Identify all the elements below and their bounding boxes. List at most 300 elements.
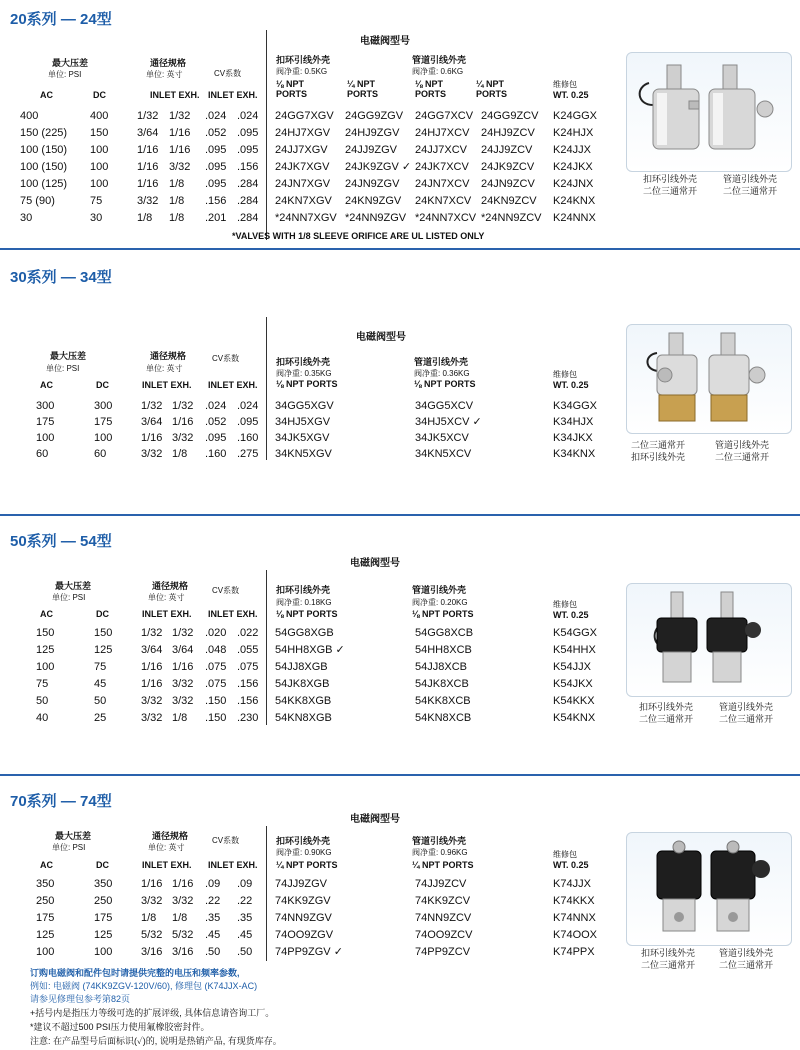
table-cell: 1/16 [141,432,163,444]
table-cell: *24NN9ZGV [345,212,407,224]
table-cell: 100 (150) [20,144,68,156]
caption: 二位三通常开 [714,452,769,462]
table-cell: 54KN8XCB [415,712,472,724]
table-cell: 250 [94,895,113,907]
table-cell: 24JJ7XGV [275,144,328,156]
valve-image [657,841,770,931]
clip-housing-header: 扣环引线外壳 [276,55,331,65]
table-cell: 74KK9ZGV [275,895,331,907]
max-pressure-label: 最大压差 [55,831,92,841]
table-cell: .095 [237,416,259,428]
table-cell: 24JK7XCV [415,161,469,173]
table-cell: 400 [20,110,39,122]
table-cell: 24JN9ZCV [481,178,535,190]
table-cell: *24NN9ZCV [481,212,542,224]
table-cell: .075 [237,661,259,673]
group-header: 电磁阀型号 [350,814,400,825]
table-cell: 3/32 [141,712,163,724]
table-cell: 24JJ7XCV [415,144,467,156]
table-cell: K54JKX [553,678,593,690]
unit-inch-label: 单位: 英寸 [146,364,183,373]
table-cell: .052 [205,127,227,139]
table-cell: 400 [90,110,109,122]
cv-label: CV系数 [214,69,242,78]
table-cell: .35 [205,912,221,924]
table-cell: K34JKX [553,432,593,444]
table-cell: 350 [36,878,55,890]
table-cell: 34JK5XGV [275,432,330,444]
table-cell: 34GG5XGV [275,400,334,412]
caption: 扣环引线外壳 [630,452,685,462]
table-cell: 3/64 [172,644,194,656]
table-cell: .156 [237,695,259,707]
table-cell: 75 [36,678,49,690]
table-cell: K74OOX [553,929,598,941]
table-cell: 1/16 [137,178,159,190]
caption: 扣环引线外壳 [640,948,695,958]
group-header: 电磁阀型号 [350,558,400,569]
caption: 二位三通常开 [630,440,685,450]
clip-weight: 阀净重: 0.5KG [276,67,328,76]
cv-label: CV系数 [212,836,240,845]
table-cell: 34GG5XCV [415,400,474,412]
table-cell: 300 [94,400,113,412]
table-cell: .095 [205,161,227,173]
pipe-weight: 阀净重: 0.96KG [412,848,468,857]
npt-label: ⅛ NPT PORTS [414,379,476,389]
table-cell: 24JN7XCV [415,178,470,190]
col-cv-inlet-exh: INLET EXH. [208,380,258,390]
npt-label: ¼ NPT [476,79,505,89]
unit-psi-label: 单位: PSI [48,70,82,79]
table-cell: 54KK8XGB [275,695,332,707]
unit-psi-label: 单位: PSI [52,843,86,852]
order-example: 例如: 电磁阀 (74KK9ZGV-120V/60), 修理包 (K74JJX-AC) [30,981,258,991]
table-cell: 350 [94,878,113,890]
table-cell: .024 [237,400,259,412]
table-cell: 54JJ8XCB [415,661,467,673]
table-cell: .150 [205,712,227,724]
table-cell: 54JK8XCB [415,678,469,690]
pipe-housing-header: 管道引线外壳 [414,357,469,367]
table-cell: 24GG9ZGV [345,110,404,122]
col-dc: DC [96,380,109,390]
table-cell: 50 [94,695,107,707]
table-cell: .095 [237,144,259,156]
table-cell: 1/16 [169,127,191,139]
caption: 管道引线外壳 [714,440,769,450]
col-ac: AC [40,90,53,100]
col-ac: AC [40,860,53,870]
table-cell: 1/8 [137,212,153,224]
clip-housing-header: 扣环引线外壳 [276,836,331,846]
table-cell: 74PP9ZGV ✓ [275,946,343,958]
product-photo-30 [626,324,792,434]
npt-label: ¼ NPT [347,79,376,89]
section-divider [0,774,800,776]
table-cell: 24KN7XGV [275,195,332,207]
table-cell: .095 [205,432,227,444]
table-cell: .024 [205,400,227,412]
table-cell: 100 [36,432,55,444]
table-cell: 75 [90,195,103,207]
kit-reference: 请参见修理包参考第82页 [30,994,131,1004]
table-cell: 24GG7XCV [415,110,474,122]
kit-label: 维修包 [553,80,577,89]
table-cell: 74JJ9ZGV [275,878,327,890]
table-cell: 1/16 [141,661,163,673]
table-cell: 100 (125) [20,178,68,190]
caption: 二位三通常开 [642,186,697,196]
table-cell: .156 [237,161,259,173]
section-50-title: 50系列 — 54型 [10,533,112,550]
table-cell: 100 [94,946,113,958]
table-cell: 25 [94,712,107,724]
table-cell: 1/16 [172,416,194,428]
table-cell: K54KKX [553,695,595,707]
table-cell: 1/8 [169,212,185,224]
section-divider [0,248,800,250]
table-cell: 3/32 [172,695,194,707]
max-pressure-label: 最大压差 [55,581,92,591]
pipe-weight: 阀净重: 0.36KG [414,369,470,378]
col-dc: DC [96,609,109,619]
section-20-title: 20系列 — 24型 [10,11,112,28]
table-cell: 24JN9ZGV [345,178,400,190]
npt-label: ⅛ NPT PORTS [276,379,338,389]
unit-psi-label: 单位: PSI [52,593,86,602]
caption: 二位三通常开 [640,960,695,970]
table-cell: 100 [90,178,109,190]
kit-weight: WT. 0.25 [553,860,589,870]
table-cell: 125 [94,929,113,941]
table-cell: K54HHX [553,644,596,656]
table-cell: K74JJX [553,878,591,890]
table-cell: 100 [90,161,109,173]
orifice-label: 通径规格 [150,58,187,68]
table-cell: 1/32 [141,400,163,412]
table-cell: 175 [36,912,55,924]
table-cell: 50 [36,695,49,707]
table-cell: 24JK7XGV [275,161,330,173]
kit-weight: WT. 0.25 [553,90,589,100]
table-cell: .024 [237,110,259,122]
table-cell: 74NN9ZGV [275,912,332,924]
table-cell: K74NNX [553,912,596,924]
table-cell: .048 [205,644,227,656]
cv-label: CV系数 [212,586,240,595]
table-cell: 100 [90,144,109,156]
table-cell: 54GG8XCB [415,627,474,639]
unit-inch-label: 单位: 英寸 [146,70,183,79]
table-cell: 1/32 [169,110,191,122]
unit-inch-label: 单位: 英寸 [148,843,185,852]
col-inlet-exh: INLET EXH. [142,380,192,390]
table-cell: 54KK8XCB [415,695,471,707]
table-cell: 54JJ8XGB [275,661,328,673]
table-cell: 34HJ5XGV [275,416,331,428]
table-cell: 125 [36,644,55,656]
table-cell: 24GG7XGV [275,110,334,122]
section-70-title: 70系列 — 74型 [10,793,112,810]
table-cell: K74PPX [553,946,595,958]
table-cell: .35 [237,912,253,924]
col-inlet-exh: INLET EXH. [150,90,200,100]
pipe-weight: 阀净重: 0.20KG [412,598,468,607]
npt-label: ¼ NPT PORTS [412,860,474,870]
unit-inch-label: 单位: 英寸 [148,593,185,602]
caption: 二位三通常开 [722,186,777,196]
col-dc: DC [93,90,106,100]
table-cell: .09 [205,878,221,890]
table-cell: .055 [237,644,259,656]
table-cell: 24JK9ZGV ✓ [345,161,412,173]
table-cell: 1/8 [169,178,185,190]
table-cell: 34JK5XCV [415,432,469,444]
table-cell: K24JJX [553,144,591,156]
table-cell: .50 [205,946,221,958]
kit-label: 维修包 [553,850,577,859]
caption: 二位三通常开 [718,960,773,970]
kit-label: 维修包 [553,600,577,609]
table-cell: 1/8 [172,712,188,724]
table-cell: .45 [205,929,221,941]
table-cell: .075 [205,661,227,673]
table-cell: 54HH8XCB [415,644,472,656]
caption: 管道引线外壳 [718,702,773,712]
product-photo-70 [626,832,792,946]
table-cell: .45 [237,929,253,941]
table-cell: 24KN9ZCV [481,195,537,207]
table-cell: 1/16 [141,878,163,890]
table-cell: 24KN7XCV [415,195,472,207]
table-cell: 150 [36,627,55,639]
table-cell: 300 [36,400,55,412]
clip-housing-header: 扣环引线外壳 [276,357,331,367]
table-cell: 34KN5XCV [415,448,472,460]
table-cell: .284 [237,212,259,224]
table-cell: 175 [94,416,113,428]
table-cell: 3/32 [172,895,194,907]
pipe-housing-header: 管道引线外壳 [412,55,467,65]
product-photo-50 [626,583,792,697]
table-cell: 40 [36,712,49,724]
npt-label: PORTS [276,89,308,99]
table-cell: *24NN7XGV [275,212,337,224]
table-cell: .075 [205,678,227,690]
table-cell: K54KNX [553,712,596,724]
table-cell: 74KK9ZCV [415,895,471,907]
kit-weight: WT. 0.25 [553,380,589,390]
table-cell: 60 [94,448,107,460]
group-header: 电磁阀型号 [360,36,410,47]
caption: 二位三通常开 [718,714,773,724]
table-cell: .095 [205,144,227,156]
table-cell: *24NN7XCV [415,212,477,224]
table-cell: 24HJ7XGV [275,127,331,139]
table-cell: 3/32 [137,195,159,207]
pipe-weight: 阀净重: 0.6KG [412,67,464,76]
table-cell: 74PP9ZCV [415,946,471,958]
clip-weight: 阀净重: 0.35KG [276,369,332,378]
table-cell: 24KN9ZGV [345,195,402,207]
col-ac: AC [40,609,53,619]
table-cell: 24HJ9ZGV [345,127,400,139]
table-cell: 250 [36,895,55,907]
table-cell: .160 [237,432,259,444]
caption: 二位三通常开 [638,714,693,724]
table-cell: 24JK9ZCV [481,161,535,173]
table-cell: .024 [205,110,227,122]
table-cell: .156 [205,195,227,207]
npt-label: ¼ NPT PORTS [276,860,338,870]
table-cell: K24GGX [553,110,598,122]
table-cell: .156 [237,678,259,690]
column-divider [266,317,267,460]
table-cell: 1/16 [172,878,194,890]
table-cell: K54GGX [553,627,598,639]
table-cell: 100 (150) [20,161,68,173]
table-cell: 24HJ9ZCV [481,127,535,139]
table-cell: 3/16 [141,946,163,958]
table-cell: 74NN9ZCV [415,912,472,924]
table-cell: 3/32 [141,448,163,460]
table-cell: .095 [205,178,227,190]
caption: 管道引线外壳 [722,174,777,184]
table-cell: 1/16 [137,144,159,156]
table-cell: 24JJ9ZGV [345,144,397,156]
table-cell: 74JJ9ZCV [415,878,467,890]
table-cell: 3/64 [137,127,159,139]
table-cell: 1/16 [169,144,191,156]
table-cell: 1/32 [137,110,159,122]
table-cell: 125 [94,644,113,656]
table-cell: 1/16 [137,161,159,173]
table-cell: 100 [36,946,55,958]
table-cell: K54JJX [553,661,591,673]
npt-label: PORTS [476,89,508,99]
kit-label: 维修包 [553,370,577,379]
col-inlet-exh: INLET EXH. [142,609,192,619]
table-cell: 74OO9ZCV [415,929,473,941]
col-cv-inlet-exh: INLET EXH. [208,860,258,870]
table-cell: K24JNX [553,178,594,190]
section-30-title: 30系列 — 34型 [10,269,112,286]
table-cell: 54KN8XGB [275,712,332,724]
npt-label: ⅛ NPT [415,79,444,89]
stock-note: 注意: 在产品型号后面标识(✓)的, 说明是热销产品, 有现货库存。 [30,1036,282,1046]
table-cell: 3/32 [172,432,194,444]
group-header: 电磁阀型号 [356,332,406,343]
max-pressure-label: 最大压差 [52,58,89,68]
table-cell: .160 [205,448,227,460]
table-cell: 150 [90,127,109,139]
clip-housing-header: 扣环引线外壳 [276,585,331,595]
table-cell: 3/32 [172,678,194,690]
table-cell: K24JKX [553,161,593,173]
table-cell: .230 [237,712,259,724]
table-cell: 3/32 [141,695,163,707]
table-cell: .275 [237,448,259,460]
table-cell: 150 (225) [20,127,68,139]
table-cell: 1/32 [172,627,194,639]
npt-label: ⅛ NPT [276,79,305,89]
orifice-label: 通径规格 [150,351,187,361]
table-cell: 125 [36,929,55,941]
clip-weight: 阀净重: 0.18KG [276,598,332,607]
table-cell: 54GG8XGB [275,627,334,639]
table-cell: .020 [205,627,227,639]
table-cell: 34KN5XGV [275,448,332,460]
caption: 管道引线外壳 [718,948,773,958]
orifice-label: 通径规格 [152,581,189,591]
table-cell: 24GG9ZCV [481,110,539,122]
table-cell: 1/8 [172,448,188,460]
table-cell: 60 [36,448,49,460]
table-cell: 30 [20,212,33,224]
valve-image [640,65,773,149]
rating-note: +括号内是指压力等级可选的扩展评级, 具体信息请咨询工厂。 [30,1008,275,1018]
table-cell: .22 [237,895,253,907]
col-ac: AC [40,380,53,390]
table-cell: .022 [237,627,259,639]
table-cell: K74KKX [553,895,595,907]
table-cell: K24NNX [553,212,596,224]
table-cell: 3/32 [141,895,163,907]
clip-weight: 阀净重: 0.90KG [276,848,332,857]
table-cell: 100 [36,661,55,673]
col-cv-inlet-exh: INLET EXH. [208,609,258,619]
table-cell: K24KNX [553,195,596,207]
table-cell: 1/8 [141,912,157,924]
pipe-housing-header: 管道引线外壳 [412,585,467,595]
npt-label: ⅛ NPT PORTS [412,609,474,619]
pipe-housing-header: 管道引线外壳 [412,836,467,846]
table-cell: 100 [94,432,113,444]
table-cell: 150 [94,627,113,639]
valve-image [647,333,765,421]
caption: 扣环引线外壳 [638,702,693,712]
col-inlet-exh: INLET EXH. [142,860,192,870]
order-note: 订购电磁阀和配件包时请提供完整的电压和频率参数, [30,968,240,978]
table-cell: 175 [94,912,113,924]
cv-label: CV系数 [212,354,240,363]
table-cell: 24JN7XGV [275,178,331,190]
table-cell: 1/8 [169,195,185,207]
table-cell: 5/32 [141,929,163,941]
npt-label: PORTS [347,89,379,99]
col-dc: DC [96,860,109,870]
table-cell: .201 [205,212,227,224]
table-cell: K34KNX [553,448,596,460]
table-cell: 1/32 [172,400,194,412]
table-cell: 175 [36,416,55,428]
table-cell: 3/64 [141,416,163,428]
unit-psi-label: 单位: PSI [46,364,80,373]
table-cell: K24HJX [553,127,594,139]
table-cell: 54JK8XGB [275,678,330,690]
table-cell: .09 [237,878,253,890]
table-cell: 1/32 [141,627,163,639]
max-pressure-label: 最大压差 [50,351,87,361]
table-cell: 75 (90) [20,195,55,207]
table-cell: K34GGX [553,400,598,412]
col-cv-inlet-exh: INLET EXH. [208,90,258,100]
column-divider [266,570,267,725]
table-cell: .052 [205,416,227,428]
product-photo-20 [626,52,792,172]
column-divider [266,826,267,961]
